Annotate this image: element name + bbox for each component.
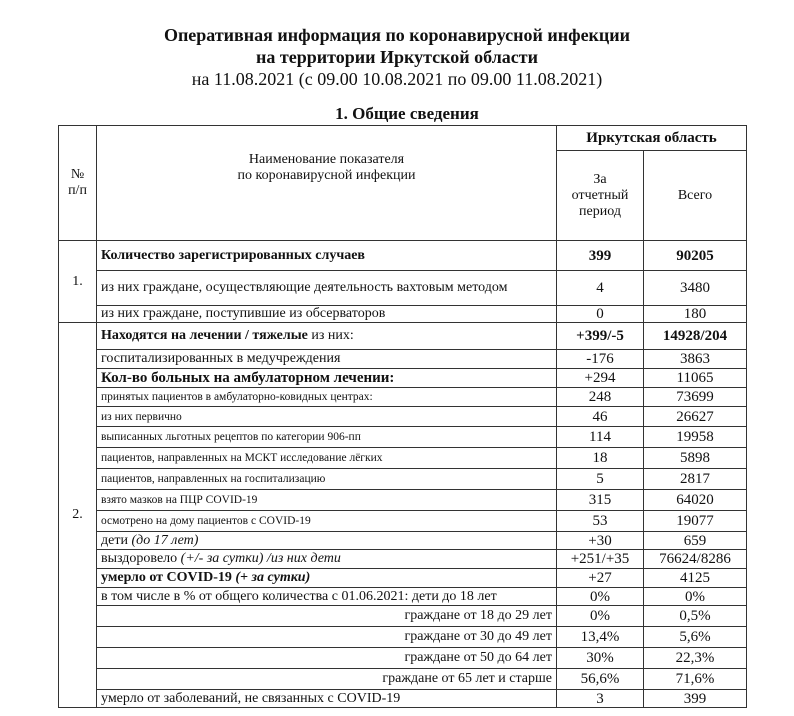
header-name-line1: Наименование показателя [248, 152, 405, 167]
row-label: Количество зарегистрированных случаев [97, 241, 557, 271]
row-period-value: 0 [557, 306, 644, 323]
row-period-value: +27 [557, 569, 644, 588]
document-title: Оперативная информация по коронавирусной инфекции [163, 25, 631, 45]
row-period-value: +30 [557, 532, 644, 550]
table-row [59, 588, 747, 606]
row-period-value: +251/+35 [557, 550, 644, 569]
row-label: выписанных льготных рецептов по категории 906-пп [97, 427, 557, 448]
row-label-bold: умерло от COVID-19 [101, 570, 236, 585]
row-label: из них первично [97, 407, 557, 427]
row-period-value: +399/-5 [557, 323, 644, 350]
row-label: пациентов, направленных на госпитализацию [97, 469, 557, 490]
table-row [59, 448, 747, 469]
row-label-bold: Находятся на лечении / тяжелые [101, 328, 308, 343]
section-heading: 1. Общие сведения [335, 104, 479, 123]
row-total-value: 5,6% [644, 627, 747, 648]
row-label: взято мазков на ПЦР COVID-19 [97, 490, 557, 511]
table-row [59, 407, 747, 427]
row-label: осмотрено на дому пациентов с COVID-19 [97, 511, 557, 532]
header-name-line2: по коронавирусной инфекции [237, 168, 416, 183]
row-label: граждане от 18 до 29 лет [97, 606, 557, 627]
row-period-value: 3 [557, 690, 644, 708]
row-label: госпитализированных в медучреждения [97, 350, 557, 369]
table-row [59, 627, 747, 648]
header-period-line1: За [593, 171, 607, 187]
row-total-value: 11065 [644, 369, 747, 388]
row-period-value: +294 [557, 369, 644, 388]
row-total-value: 73699 [644, 388, 747, 407]
header-indicator-name [97, 126, 557, 241]
table-row [59, 648, 747, 669]
row-label [97, 532, 557, 550]
covid-stats-table [58, 125, 747, 708]
table-row [59, 532, 747, 550]
table-row [59, 606, 747, 627]
row-period-value: 0% [557, 588, 644, 606]
table-row [59, 511, 747, 532]
row-total-value: 64020 [644, 490, 747, 511]
row-total-value: 399 [644, 690, 747, 708]
row-label [97, 323, 557, 350]
row-total-value: 3863 [644, 350, 747, 369]
document-date-range: на 11.08.2021 (с 09.00 10.08.2021 по 09.00 11.08.2021) [191, 69, 603, 89]
row-label-rest: из них: [307, 328, 354, 343]
header-total: Всего [644, 151, 747, 241]
row-period-value: 315 [557, 490, 644, 511]
table-row [59, 369, 747, 388]
row-period-value: 114 [557, 427, 644, 448]
row-total-value: 76624/8286 [644, 550, 747, 569]
row-label-italic: (+/- за сутки) /из них дети [180, 551, 341, 566]
row-period-value: 4 [557, 271, 644, 306]
row-label: Кол-во больных на амбулаторном лечении: [97, 369, 557, 388]
table-row [59, 323, 747, 350]
row-total-value: 2817 [644, 469, 747, 490]
header-number-label: № [70, 167, 85, 182]
row-label: умерло от заболеваний, не связанных с COVID-19 [97, 690, 557, 708]
row-period-value: 13,4% [557, 627, 644, 648]
table-row [59, 569, 747, 588]
row-period-value: 399 [557, 241, 644, 271]
row-period-value: 46 [557, 407, 644, 427]
document-subtitle-region: на территории Иркутской области [256, 47, 538, 67]
row-period-value: 248 [557, 388, 644, 407]
row-label-italic: (до 17 лет) [131, 532, 199, 548]
row-total-value: 22,3% [644, 648, 747, 669]
row-total-value: 19077 [644, 511, 747, 532]
row-label-italic: (+ за сутки) [235, 570, 311, 585]
row-label: из них граждане, осуществляющие деятельность вахтовым методом [97, 271, 557, 306]
table-row [59, 669, 747, 690]
row-group-number: 2. [59, 323, 97, 708]
header-period-line2: отчетный [571, 187, 629, 203]
row-label: в том числе в % от общего количества с 01.06.2021: дети до 18 лет [97, 588, 557, 606]
row-label: граждане от 30 до 49 лет [97, 627, 557, 648]
row-total-value: 14928/204 [644, 323, 747, 350]
row-label: граждане от 50 до 64 лет [97, 648, 557, 669]
header-number-sublabel: п/п [68, 183, 87, 198]
header-row-region [59, 126, 747, 151]
row-total-value: 19958 [644, 427, 747, 448]
row-label-text: дети [101, 532, 132, 548]
row-period-value: 53 [557, 511, 644, 532]
table-row [59, 271, 747, 306]
row-label: из них граждане, поступившие из обсерваторов [97, 306, 557, 323]
row-period-value: -176 [557, 350, 644, 369]
row-total-value: 71,6% [644, 669, 747, 690]
table-row [59, 490, 747, 511]
table-row [59, 241, 747, 271]
table-row [59, 550, 747, 569]
row-total-value: 180 [644, 306, 747, 323]
row-total-value: 0,5% [644, 606, 747, 627]
table-row [59, 388, 747, 407]
row-period-value: 0% [557, 606, 644, 627]
header-period-line3: период [579, 203, 621, 219]
header-number-column [59, 126, 97, 241]
row-total-value: 0% [644, 588, 747, 606]
row-label [97, 550, 557, 569]
table-row [59, 306, 747, 323]
row-total-value: 90205 [644, 241, 747, 271]
row-period-value: 30% [557, 648, 644, 669]
row-label-text: выздоровело [101, 551, 181, 566]
row-period-value: 56,6% [557, 669, 644, 690]
row-total-value: 5898 [644, 448, 747, 469]
table-row [59, 469, 747, 490]
table-row [59, 350, 747, 369]
header-period [557, 151, 644, 241]
table-row [59, 427, 747, 448]
row-total-value: 3480 [644, 271, 747, 306]
row-period-value: 5 [557, 469, 644, 490]
row-label: пациентов, направленных на МСКТ исследование лёгких [97, 448, 557, 469]
row-label: принятых пациентов в амбулаторно-ковидных центрах: [97, 388, 557, 407]
table-row [59, 690, 747, 708]
header-region: Иркутская область [557, 126, 747, 151]
row-label: граждане от 65 лет и старше [97, 669, 557, 690]
row-total-value: 4125 [644, 569, 747, 588]
row-total-value: 26627 [644, 407, 747, 427]
row-label [97, 569, 557, 588]
row-period-value: 18 [557, 448, 644, 469]
row-total-value: 659 [644, 532, 747, 550]
row-group-number: 1. [59, 241, 97, 323]
